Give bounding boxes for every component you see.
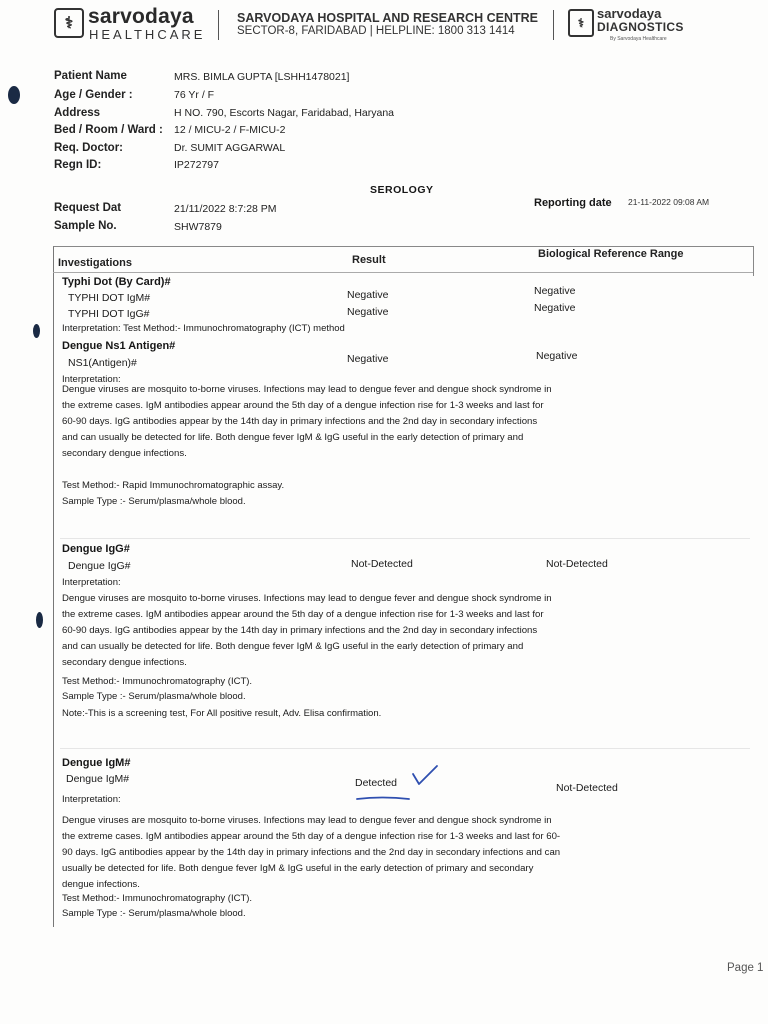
typhi-igm-ref: Negative bbox=[534, 285, 576, 297]
igm-result: Detected bbox=[355, 777, 398, 789]
bed-room-ward-label: Bed / Room / Ward : bbox=[54, 124, 163, 136]
igm-test-name: Dengue IgM# bbox=[66, 773, 130, 785]
igg-ref: Not-Detected bbox=[546, 558, 608, 570]
sample-no-label: Sample No. bbox=[54, 220, 117, 232]
regn-id-value: IP272797 bbox=[174, 159, 219, 171]
age-gender-value: 76 Yr / F bbox=[174, 89, 215, 101]
ns1-sample-type: Sample Type :- Serum/plasma/whole blood. bbox=[62, 496, 246, 507]
bed-room-ward-value: 12 / MICU-2 / F-MICU-2 bbox=[174, 124, 286, 136]
page-number: Page 1 bbox=[727, 962, 764, 974]
diagnostics-tagline: By Sarvodaya Healthcare bbox=[610, 36, 667, 42]
scan-artifact-icon bbox=[33, 324, 40, 338]
diagnostics-name: sarvodaya bbox=[597, 6, 662, 21]
hospital-title: SARVODAYA HOSPITAL AND RESEARCH CENTRE bbox=[237, 11, 538, 25]
ns1-test-method: Test Method:- Rapid Immunochromatographic assay. bbox=[62, 480, 285, 491]
typhi-interpretation: Interpretation: Test Method:- Immunochromatography (ICT) method bbox=[62, 323, 345, 334]
scan-artifact-icon bbox=[8, 86, 20, 104]
igm-interpretation-text: Dengue viruses are mosquito to-borne viruses. Infections may lead to dengue fever and dengue shock syndrome in the extreme cases. IgM antibodies appear around the 5th day of a dengue infection rise for 1-3 weeks and last for 60-90 days. IgG antibodies appear by the 14th day in primary infections and the 2nd day in secondary infections and can usually be detected for life. Both dengue fever IgM & IgG useful in the early detection of primary and secondary dengue infections. bbox=[62, 815, 561, 890]
section-separator bbox=[60, 538, 750, 539]
ns1-interp-label: Interpretation: bbox=[62, 374, 121, 385]
igg-interpretation-text: Dengue viruses are mosquito to-borne viruses. Infections may lead to dengue fever and dengue shock syndrome in the extreme cases. IgM antibodies appear around the 5th day of a dengue infection rise for 1-3 weeks and last for 60-90 days. IgG antibodies appear by the 14th day in primary infections and the 2nd day in secondary infections and can usually be detected for life. Both dengue fever IgM & IgG useful in the early detection of primary and secondary dengue infections. bbox=[62, 593, 552, 668]
header-divider bbox=[218, 10, 219, 40]
ns1-result: Negative bbox=[347, 353, 389, 365]
col-result: Result bbox=[352, 254, 386, 266]
igg-note: Note:-This is a screening test, For All positive result, Adv. Elisa confirmation. bbox=[62, 708, 382, 719]
department-title: SEROLOGY bbox=[370, 184, 434, 196]
reporting-date-label: Reporting date bbox=[534, 197, 612, 209]
igm-interp-label: Interpretation: bbox=[62, 794, 121, 805]
sample-no-value: SHW7879 bbox=[174, 221, 222, 233]
igg-section-title: Dengue IgG# bbox=[62, 543, 130, 555]
regn-id-label: Regn ID: bbox=[54, 159, 102, 171]
igg-result: Not-Detected bbox=[351, 558, 413, 570]
igg-test-method: Test Method:- Immunochromatography (ICT). bbox=[62, 676, 253, 687]
typhi-igm-name: TYPHI DOT IgM# bbox=[68, 292, 151, 304]
hospital-address: SECTOR-8, FARIDABAD | HELPLINE: 1800 313 1414 bbox=[237, 25, 515, 37]
diagnostics-logo-icon: ⚕ bbox=[568, 9, 594, 37]
table-header-divider bbox=[53, 272, 753, 273]
request-date-value: 21/11/2022 8:7:28 PM bbox=[174, 203, 277, 215]
igm-section-title: Dengue IgM# bbox=[62, 757, 131, 769]
pen-tick-mark-icon bbox=[355, 762, 445, 804]
scan-artifact-icon bbox=[36, 612, 43, 628]
request-date-label: Request Dat bbox=[54, 202, 122, 214]
typhi-igg-ref: Negative bbox=[534, 302, 576, 314]
req-doctor-label: Req. Doctor: bbox=[54, 142, 123, 154]
brand-name: sarvodaya bbox=[88, 5, 194, 28]
igm-ref: Not-Detected bbox=[556, 782, 618, 794]
col-investigations: Investigations bbox=[58, 257, 132, 269]
age-gender-label: Age / Gender : bbox=[54, 89, 133, 101]
igg-interp-label: Interpretation: bbox=[62, 577, 121, 588]
col-reference: Biological Reference Range bbox=[538, 248, 684, 260]
igm-sample-type: Sample Type :- Serum/plasma/whole blood. bbox=[62, 908, 246, 919]
brand-sub: HEALTHCARE bbox=[89, 27, 206, 42]
address-label: Address bbox=[54, 107, 101, 119]
typhi-section-title: Typhi Dot (By Card)# bbox=[62, 276, 171, 288]
diagnostics-sub: DIAGNOSTICS bbox=[597, 20, 684, 34]
address-value: H NO. 790, Escorts Nagar, Faridabad, Haryana bbox=[174, 107, 395, 119]
ns1-interpretation-text: Dengue viruses are mosquito to-borne viruses. Infections may lead to dengue fever and dengue shock syndrome in the extreme cases. IgM antibodies appear around the 5th day of a dengue infection rise for 1-3 weeks and last for 60-90 days. IgG antibodies appear by the 14th day in primary infections and the 2nd day in secondary infections and can usually be detected for life. Both dengue fever IgM & IgG useful in the early detection of primary and secondary dengue infections. bbox=[62, 384, 552, 459]
healthcare-logo-icon: ⚕ bbox=[54, 8, 84, 38]
typhi-igg-result: Negative bbox=[347, 306, 389, 318]
patient-name-label: Patient Name bbox=[54, 70, 127, 82]
typhi-igg-name: TYPHI DOT IgG# bbox=[68, 308, 150, 320]
ns1-section-title: Dengue Ns1 Antigen# bbox=[62, 340, 176, 352]
ns1-test-name: NS1(Antigen)# bbox=[68, 357, 137, 369]
req-doctor-value: Dr. SUMIT AGGARWAL bbox=[174, 142, 286, 154]
reporting-date-value: 21-11-2022 09:08 AM bbox=[628, 197, 710, 207]
section-separator bbox=[60, 748, 750, 749]
header-divider-2 bbox=[553, 10, 554, 40]
table-right-border bbox=[753, 246, 754, 276]
igm-test-method: Test Method:- Immunochromatography (ICT). bbox=[62, 893, 253, 904]
igg-test-name: Dengue IgG# bbox=[68, 560, 131, 572]
ns1-ref: Negative bbox=[536, 350, 578, 362]
typhi-igm-result: Negative bbox=[347, 289, 389, 301]
patient-name-value: MRS. BIMLA GUPTA [LSHH1478021] bbox=[174, 71, 350, 83]
igg-sample-type: Sample Type :- Serum/plasma/whole blood. bbox=[62, 691, 246, 702]
